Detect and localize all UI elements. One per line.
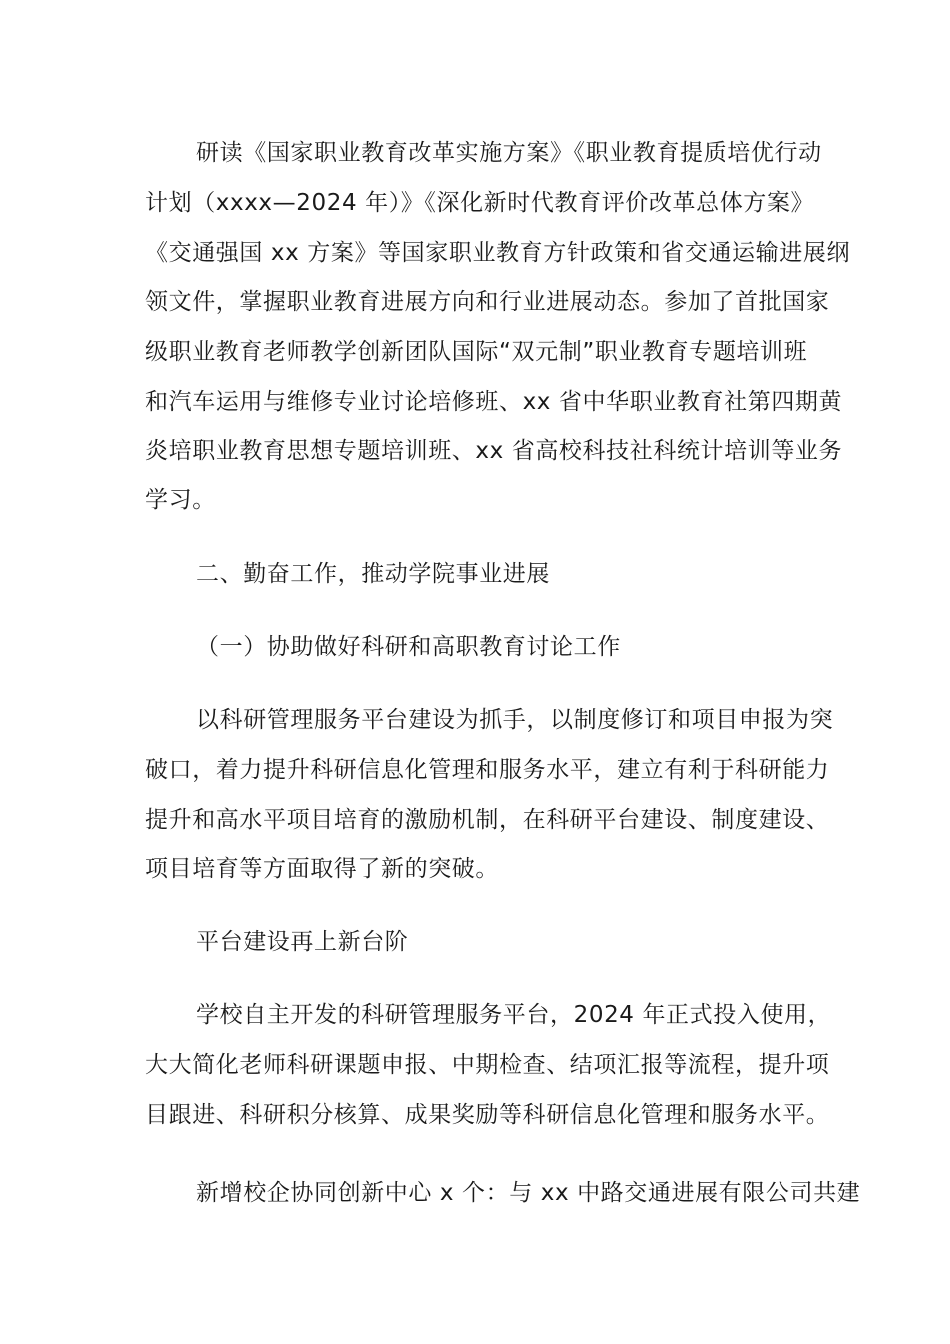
heading-text: 二、勤奋工作，推动学院事业进展 <box>196 561 550 587</box>
text-line: 新增校企协同创新中心 x 个：与 xx 中路交通进展有限公司共建 <box>196 1180 861 1206</box>
heading-text: 平台建设再上新台阶 <box>196 929 409 955</box>
text-line: 目跟进、科研积分核算、成果奖励等科研信息化管理和服务水平。 <box>145 1102 830 1128</box>
text-line: 级职业教育老师教学创新团队国际“双元制”职业教育专题培训班 <box>145 339 808 365</box>
text-line: 领文件，掌握职业教育进展方向和行业进展动态。参加了首批国家 <box>145 289 830 315</box>
text-line: 炎培职业教育思想专题培训班、xx 省高校科技社科统计培训等业务 <box>145 438 843 464</box>
text-line: 和汽车运用与维修专业讨论培修班、xx 省中华职业教育社第四期黄 <box>145 389 843 415</box>
text-line: 学校自主开发的科研管理服务平台，2024 年正式投入使用， <box>196 1002 832 1028</box>
text-line: 《交通强国 xx 方案》等国家职业教育方针政策和省交通运输进展纲 <box>145 240 851 266</box>
text-line: 计划（xxxx—2024 年）》《深化新时代教育评价改革总体方案》 <box>145 190 815 216</box>
text-line: 大大简化老师科研课题申报、中期检查、结项汇报等流程，提升项 <box>145 1052 830 1078</box>
text-line: 学习。 <box>145 487 216 513</box>
text-line: 提升和高水平项目培育的激励机制，在科研平台建设、制度建设、 <box>145 807 830 833</box>
heading-text: （一）协助做好科研和高职教育讨论工作 <box>196 634 621 660</box>
text-line: 研读《国家职业教育改革实施方案》《职业教育提质培优行动 <box>196 140 822 166</box>
text-line: 破口，着力提升科研信息化管理和服务水平，建立有利于科研能力 <box>145 757 830 783</box>
text-line: 项目培育等方面取得了新的突破。 <box>145 856 499 882</box>
text-line: 以科研管理服务平台建设为抓手，以制度修订和项目申报为突 <box>196 707 834 733</box>
